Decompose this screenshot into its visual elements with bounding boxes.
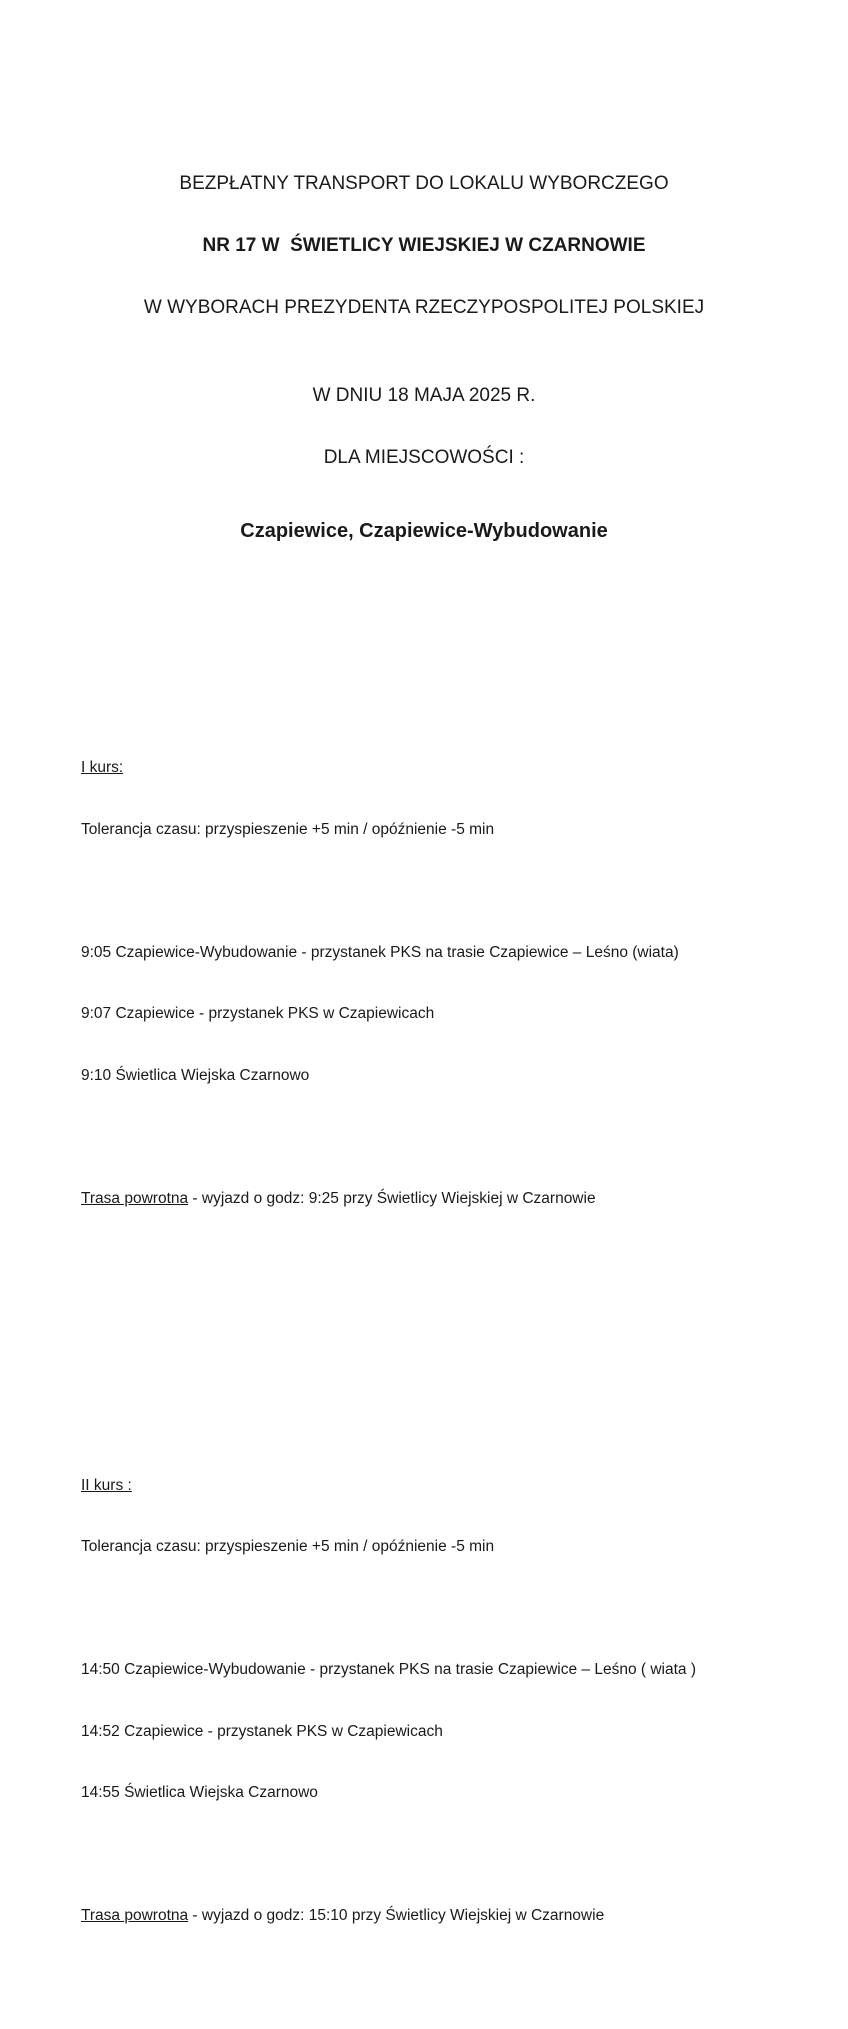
- section-1-stop-3: 9:10 Świetlica Wiejska Czarnowo: [81, 1066, 310, 1084]
- section-2-stop-1: 14:50 Czapiewice-Wybudowanie - przystanek PKS na trasie Czapiewice – Leśno ( wiata ): [81, 1661, 696, 1678]
- spacer: [81, 1127, 788, 1148]
- section-kurs-1: [81, 717, 788, 1250]
- spacer: [81, 1312, 788, 1353]
- section-1-stop-1: 9:05 Czapiewice-Wybudowanie - przystanek PKS na trasie Czapiewice – Leśno (wiata): [81, 943, 679, 961]
- section-1-title: I kurs:: [81, 759, 124, 776]
- document-header: [0, 0, 848, 581]
- section-1-tolerance: Tolerancja czasu: przyspieszenie +5 min / opóźnienie -5 min: [81, 820, 495, 838]
- header-title-line1: BEZPŁATNY TRANSPORT DO LOKALU WYBORCZEGO: [179, 173, 669, 194]
- header-title-line3: W WYBORACH PREZYDENTA RZECZYPOSPOLITEJ POLSKIEJ: [143, 297, 705, 318]
- section-1-return-text: - wyjazd o godz: 9:25 przy Świetlicy Wiejskiej w Czarnowie: [188, 1189, 596, 1207]
- section-2-return-line: [81, 1906, 788, 1927]
- document-body: [0, 635, 848, 2029]
- section-2-return-label: Trasa powrotna: [81, 1907, 189, 1924]
- section-2-return-text: - wyjazd o godz: 15:10 przy Świetlicy Wiejskiej w Czarnowie: [188, 1907, 605, 1924]
- section-1-stop-2: 9:07 Czapiewice - przystanek PKS w Czapiewicach: [81, 1005, 435, 1022]
- section-2-stop-2: 14:52 Czapiewice - przystanek PKS w Czapiewicach: [81, 1722, 443, 1740]
- header-for-localities-line: DLA MIEJSCOWOŚCI :: [323, 447, 525, 468]
- spacer: [81, 881, 788, 902]
- section-1-return-line: [81, 1189, 788, 1210]
- spacer: [81, 1845, 788, 1866]
- header-localities: Czapiewice, Czapiewice-Wybudowanie: [240, 520, 608, 542]
- section-kurs-2: [81, 1435, 788, 1968]
- header-title-line2: NR 17 W ŚWIETLICY WIEJSKIEJ W CZARNOWIE: [202, 235, 646, 256]
- section-2-stop-3: 14:55 Świetlica Wiejska Czarnowo: [81, 1784, 318, 1801]
- header-date-line: W DNIU 18 MAJA 2025 R.: [312, 385, 536, 406]
- section-2-tolerance: Tolerancja czasu: przyspieszenie +5 min / opóźnienie -5 min: [81, 1538, 495, 1555]
- spacer: [81, 1599, 788, 1620]
- section-1-return-label: Trasa powrotna: [81, 1189, 189, 1207]
- section-2-title: II kurs :: [81, 1476, 132, 1494]
